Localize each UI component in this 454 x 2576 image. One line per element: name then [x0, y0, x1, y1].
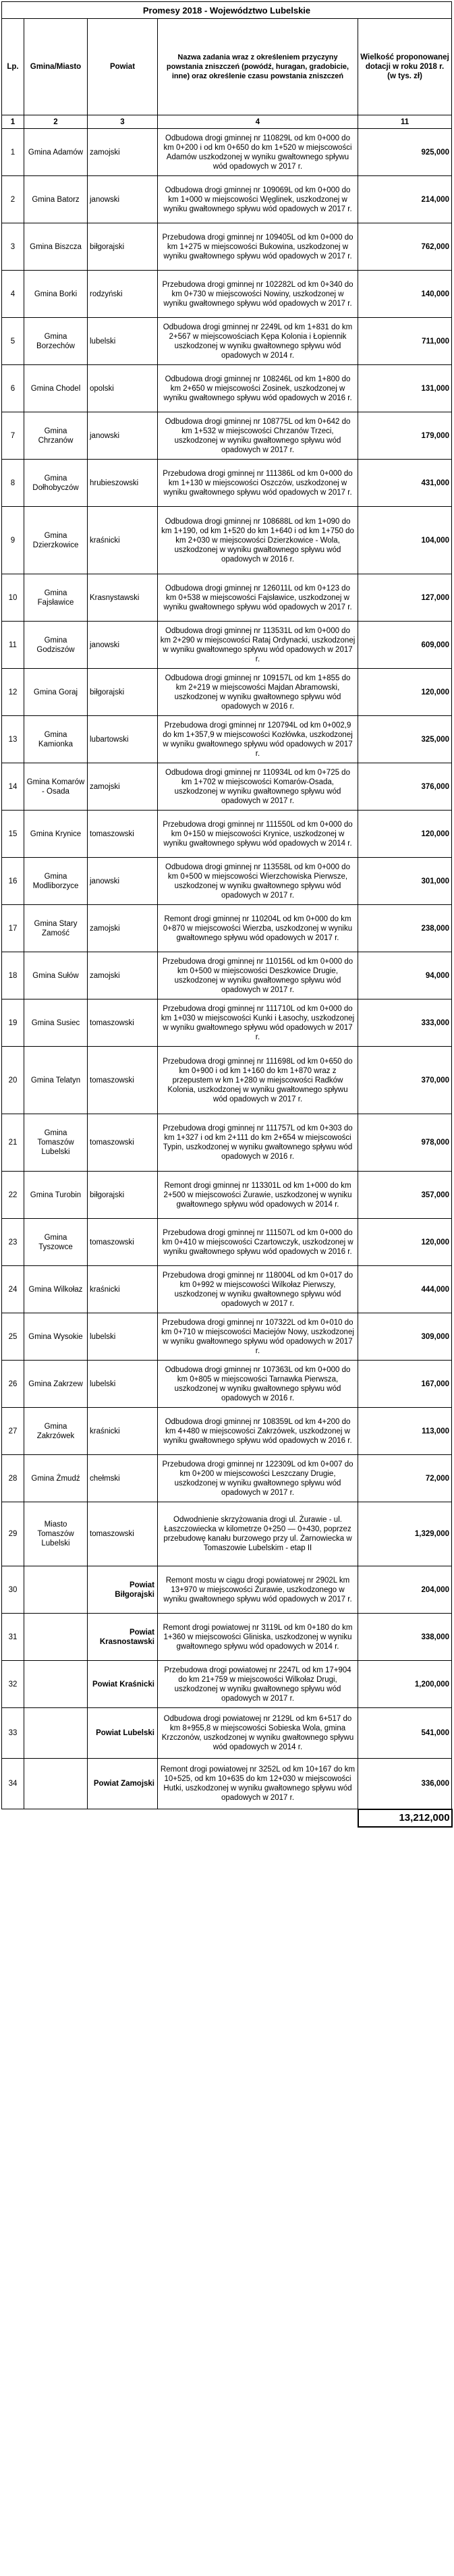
table-row [2, 1614, 452, 1661]
row-task: Przebudowa drogi gminnej nr 111710L od km 0+000 do km 1+030 w miejscowości Kunki i Łasochy, uszkodzonej w wyniku gwałtownego spływu wód opadowych w 2017 r. [158, 999, 358, 1047]
row-powiat: biłgorajski [88, 669, 158, 716]
row-task: Remont drogi powiatowej nr 3252L od km 10+167 do km 10+525, od km 10+635 do km 12+030 w miejscowości Hutki, uszkodzonej w wyniku gwałtownego spływu wód opadowych w 2017 r. [158, 1759, 358, 1809]
row-task: Odbudowa drogi gminnej nr 2249L od km 1+831 do km 2+567 w miejscowościach Kępa Kolonia i Łopiennik uszkodzonej w wyniku gwałtownego spływu wód opadowych w 2014 r. [158, 318, 358, 365]
row-amount: 325,000 [358, 716, 452, 763]
row-gmina: Gmina Tyszowce [24, 1219, 88, 1266]
row-task: Przebudowa drogi gminnej nr 102282L od km 0+340 do km 0+730 w miejscowości Nowiny, uszkodzonej w wyniku gwałtownego spływu wód opadowych w 2017 r. [158, 271, 358, 318]
row-gmina: Gmina Borki [24, 271, 88, 318]
table-row [2, 1047, 452, 1114]
total-row [2, 1809, 452, 1827]
table-row [2, 669, 452, 716]
table-row [2, 811, 452, 858]
row-powiat: Powiat Biłgorajski [88, 1566, 158, 1614]
header-amount-label: Wielkość proponowanej dotacji w roku 2018 r. [360, 53, 449, 71]
table-row [2, 223, 452, 271]
promesy-table [1, 1, 453, 1828]
row-task: Remont drogi gminnej nr 113301L od km 1+000 do km 2+500 w miejscowości Żurawie, uszkodzonej w wyniku gwałtownego spływu wód opadowych w 2014 r. [158, 1172, 358, 1219]
row-lp: 18 [2, 952, 24, 999]
row-powiat: biłgorajski [88, 1172, 158, 1219]
row-amount: 301,000 [358, 858, 452, 905]
table-row [2, 460, 452, 507]
table-body [2, 129, 452, 1809]
row-gmina: Gmina Chrzanów [24, 412, 88, 460]
row-amount: 609,000 [358, 622, 452, 669]
header-task: Nazwa zadania wraz z określeniem przyczyny powstania zniszczeń (powódź, huragan, gradobicie, inne) oraz określenie czasu powstania zniszczeń [158, 19, 358, 115]
row-task: Odbudowa drogi gminnej nr 108688L od km 1+090 do km 1+190, od km 1+520 do km 1+640 i od km 1+750 do km 2+030 w miejscowości Dzierzkowice - Wola, uszkodzonej w wyniku gwałtownego spływu wód opadowych w 2016 r. [158, 507, 358, 574]
row-powiat: Krasnystawski [88, 574, 158, 622]
header-amount [358, 19, 452, 115]
row-task: Odbudowa drogi gminnej nr 108359L od km 4+200 do km 4+480 w miejscowości Zakrzówek, uszkodzonej w wyniku gwałtownego spływu wód opadowych w 2016 r. [158, 1408, 358, 1455]
row-lp: 16 [2, 858, 24, 905]
table-row [2, 176, 452, 223]
row-amount: 309,000 [358, 1313, 452, 1361]
row-powiat: janowski [88, 858, 158, 905]
table-row [2, 574, 452, 622]
table-row [2, 507, 452, 574]
row-gmina: Gmina Dzierzkowice [24, 507, 88, 574]
row-gmina: Gmina Susiec [24, 999, 88, 1047]
row-task: Remont mostu w ciągu drogi powiatowej nr 2902L km 13+970 w miejscowości Żurawie, uszkodzonego w wyniku gwałtownego spływu wód opadowych w 2017 r. [158, 1566, 358, 1614]
row-powiat: hrubieszowski [88, 460, 158, 507]
row-amount: 541,000 [358, 1708, 452, 1759]
table-row [2, 412, 452, 460]
row-lp: 10 [2, 574, 24, 622]
row-powiat: rodzyński [88, 271, 158, 318]
row-amount: 711,000 [358, 318, 452, 365]
row-gmina: Gmina Wilkołaz [24, 1266, 88, 1313]
table-row [2, 365, 452, 412]
row-powiat: opolski [88, 365, 158, 412]
row-powiat: Powiat Zamojski [88, 1759, 158, 1809]
row-gmina: Miasto Tomaszów Lubelski [24, 1502, 88, 1566]
row-lp: 8 [2, 460, 24, 507]
row-gmina: Gmina Telatyn [24, 1047, 88, 1114]
table-row [2, 1661, 452, 1708]
header-lp: Lp. [2, 19, 24, 115]
table-row [2, 716, 452, 763]
table-row [2, 1361, 452, 1408]
column-number: 1 [2, 115, 24, 129]
row-lp: 24 [2, 1266, 24, 1313]
row-task: Remont drogi gminnej nr 110204L od km 0+000 do km 0+870 w miejscowości Wierzba, uszkodzonej w wyniku gwałtownego spływu wód opadowych w 2017 r. [158, 905, 358, 952]
table-row [2, 1759, 452, 1809]
table-row [2, 271, 452, 318]
row-gmina [24, 1661, 88, 1708]
row-powiat: zamojski [88, 763, 158, 811]
row-powiat: zamojski [88, 129, 158, 176]
row-lp: 27 [2, 1408, 24, 1455]
row-lp: 7 [2, 412, 24, 460]
row-lp: 9 [2, 507, 24, 574]
row-gmina: Gmina Chodel [24, 365, 88, 412]
row-gmina: Gmina Żmudź [24, 1455, 88, 1502]
row-lp: 22 [2, 1172, 24, 1219]
row-gmina: Gmina Modliborzyce [24, 858, 88, 905]
row-task: Odbudowa drogi gminnej nr 110934L od km 0+725 do km 1+702 w miejscowości Komarów-Osada, uszkodzonej w wyniku gwałtownego spływu wód opadowych w 2017 r. [158, 763, 358, 811]
row-task: Przebudowa drogi gminnej nr 107322L od km 0+010 do km 0+710 w miejscowości Maciejów Nowy, uszkodzonej w wyniku gwałtownego spływu wód opadowych w 2017 r. [158, 1313, 358, 1361]
row-powiat: lubelski [88, 318, 158, 365]
table-row [2, 1172, 452, 1219]
row-amount: 431,000 [358, 460, 452, 507]
row-lp: 26 [2, 1361, 24, 1408]
table-row [2, 1266, 452, 1313]
table-row [2, 1455, 452, 1502]
row-lp: 34 [2, 1759, 24, 1809]
row-lp: 21 [2, 1114, 24, 1172]
row-task: Odbudowa drogi gminnej nr 110829L od km 0+000 do km 0+200 i od km 0+650 do km 1+520 w miejscowości Adamów uszkodzonej w wyniku gwałtownego spływu wód opadowych w 2017 r. [158, 129, 358, 176]
row-amount: 94,000 [358, 952, 452, 999]
row-gmina: Gmina Godziszów [24, 622, 88, 669]
row-amount: 131,000 [358, 365, 452, 412]
row-task: Przebudowa drogi gminnej nr 111757L od km 0+303 do km 1+327 i od km 2+111 do km 2+654 w miejscowości Typin, uszkodzonej w wyniku gwałtownego spływu wód opadowych w 2016 r. [158, 1114, 358, 1172]
row-task: Odbudowa drogi gminnej nr 108775L od km 0+642 do km 1+532 w miejscowości Chrzanów Trzeci, uszkodzonej w wyniku gwałtownego spływu wód opadowych w 2017 r. [158, 412, 358, 460]
row-powiat: lubelski [88, 1361, 158, 1408]
column-number: 2 [24, 115, 88, 129]
row-amount: 1,200,000 [358, 1661, 452, 1708]
row-amount: 179,000 [358, 412, 452, 460]
row-task: Odbudowa drogi powiatowej nr 2129L od km 6+517 do km 8+955,8 w miejscowości Sobieska Wola, gmina Krzczonów, uszkodzonej w wyniku gwałtownego spływu wód opadowych w 2014 r. [158, 1708, 358, 1759]
row-task: Przebudowa drogi gminnej nr 111698L od km 0+650 do km 0+900 i od km 1+160 do km 1+870 wraz z przepustem w km 1+280 w miejscowości Radków Kolonia, uszkodzonej w wyniku gwałtownego spływu wód opadowych w 2017 r. [158, 1047, 358, 1114]
column-numbers-row [2, 115, 452, 129]
row-amount: 357,000 [358, 1172, 452, 1219]
row-gmina: Gmina Batorz [24, 176, 88, 223]
column-number: 11 [358, 115, 452, 129]
row-powiat: janowski [88, 412, 158, 460]
row-gmina: Gmina Komarów - Osada [24, 763, 88, 811]
row-lp: 3 [2, 223, 24, 271]
row-task: Remont drogi powiatowej nr 3119L od km 0+180 do km 1+360 w miejscowości Gliniska, uszkodzonej w wyniku gwałtownego spływu wód opadowych w 2014 r. [158, 1614, 358, 1661]
table-title: Promesy 2018 - Województwo Lubelskie [2, 2, 452, 19]
row-task: Przebudowa drogi gminnej nr 118004L od km 0+017 do km 0+992 w miejscowości Wilkołaz Pierwszy, uszkodzonej w wyniku gwałtownego spływu wód opadowych w 2017 r. [158, 1266, 358, 1313]
row-powiat: lubartowski [88, 716, 158, 763]
row-amount: 140,000 [358, 271, 452, 318]
row-amount: 238,000 [358, 905, 452, 952]
row-amount: 167,000 [358, 1361, 452, 1408]
table-row [2, 952, 452, 999]
row-gmina: Gmina Borzechów [24, 318, 88, 365]
row-gmina: Gmina Biszcza [24, 223, 88, 271]
row-gmina: Gmina Kamionka [24, 716, 88, 763]
column-number: 4 [158, 115, 358, 129]
row-lp: 23 [2, 1219, 24, 1266]
header-amount-unit: (w tys. zł) [387, 72, 422, 80]
row-task: Przebudowa drogi gminnej nr 111507L od km 0+000 do km 0+410 w miejscowości Czartowczyk, uszkodzonej w wyniku gwałtownego spływu wód opadowych w 2016 r. [158, 1219, 358, 1266]
row-powiat: tomaszowski [88, 1047, 158, 1114]
row-amount: 1,329,000 [358, 1502, 452, 1566]
row-task: Przebudowa drogi powiatowej nr 2247L od km 17+904 do km 21+759 w miejscowości Wilkołaz Drugi, uszkodzonej w wyniku gwałtownego spływu wód opadowych w 2017 r. [158, 1661, 358, 1708]
table-row [2, 763, 452, 811]
row-gmina: Gmina Goraj [24, 669, 88, 716]
row-amount: 104,000 [358, 507, 452, 574]
row-amount: 214,000 [358, 176, 452, 223]
row-amount: 120,000 [358, 811, 452, 858]
row-amount: 376,000 [358, 763, 452, 811]
row-gmina [24, 1759, 88, 1809]
row-task: Przebudowa drogi gminnej nr 120794L od km 0+002,9 do km 1+357,9 w miejscowości Kozłówka, uszkodzonej w wyniku gwałtownego spływu wód opadowych w 2017 r. [158, 716, 358, 763]
table-row [2, 622, 452, 669]
table-row [2, 1114, 452, 1172]
row-lp: 2 [2, 176, 24, 223]
table-row [2, 1408, 452, 1455]
table-row [2, 318, 452, 365]
row-gmina: Gmina Krynice [24, 811, 88, 858]
row-amount: 72,000 [358, 1455, 452, 1502]
row-powiat: tomaszowski [88, 999, 158, 1047]
row-amount: 336,000 [358, 1759, 452, 1809]
row-task: Przebudowa drogi gminnej nr 109405L od km 0+000 do km 1+275 w miejscowości Bukowina, uszkodzonej w wyniku gwałtownego spływu wód opadowych w 2017 r. [158, 223, 358, 271]
row-amount: 204,000 [358, 1566, 452, 1614]
row-gmina: Gmina Adamów [24, 129, 88, 176]
row-amount: 113,000 [358, 1408, 452, 1455]
row-powiat: zamojski [88, 952, 158, 999]
row-gmina: Gmina Wysokie [24, 1313, 88, 1361]
row-lp: 1 [2, 129, 24, 176]
row-task: Odbudowa drogi gminnej nr 113558L od km 0+000 do km 0+500 w miejscowości Wierzchowiska Pierwsze, uszkodzonej w wyniku gwałtownego spływu wód opadowych w 2017 r. [158, 858, 358, 905]
row-powiat: Powiat Krasnostawski [88, 1614, 158, 1661]
table-row [2, 1219, 452, 1266]
row-task: Odbudowa drogi gminnej nr 113531L od km 0+000 do km 2+290 w miejscowości Rataj Ordynacki, uszkodzonej w wyniku gwałtownego spływu wód opadowych w 2017 r. [158, 622, 358, 669]
row-powiat: tomaszowski [88, 1502, 158, 1566]
row-task: Odbudowa drogi gminnej nr 126011L od km 0+123 do km 0+538 w miejscowości Fajsławice, uszkodzonej w wyniku gwałtownego spływu wód opadowych w 2017 r. [158, 574, 358, 622]
row-lp: 29 [2, 1502, 24, 1566]
table-row [2, 1566, 452, 1614]
row-lp: 13 [2, 716, 24, 763]
row-task: Przebudowa drogi gminnej nr 110156L od km 0+000 do km 0+500 w miejscowości Deszkowice Drugie, uszkodzonej w wyniku gwałtownego spływu wód opadowych w 2017 r. [158, 952, 358, 999]
row-powiat: kraśnicki [88, 507, 158, 574]
row-task: Odbudowa drogi gminnej nr 109157L od km 1+855 do km 2+219 w miejscowości Majdan Abramowski, uszkodzonej w wyniku gwałtownego spływu wód opadowych w 2016 r. [158, 669, 358, 716]
row-powiat: tomaszowski [88, 811, 158, 858]
row-gmina: Gmina Fajsławice [24, 574, 88, 622]
row-amount: 338,000 [358, 1614, 452, 1661]
total-spacer [2, 1809, 358, 1827]
row-gmina: Gmina Stary Zamość [24, 905, 88, 952]
row-powiat: Powiat Kraśnicki [88, 1661, 158, 1708]
row-lp: 31 [2, 1614, 24, 1661]
row-lp: 12 [2, 669, 24, 716]
table-row [2, 1313, 452, 1361]
row-lp: 25 [2, 1313, 24, 1361]
row-lp: 15 [2, 811, 24, 858]
table-row [2, 905, 452, 952]
row-powiat: janowski [88, 622, 158, 669]
row-task: Odbudowa drogi gminnej nr 108246L od km 1+800 do km 2+650 w miejscowości Zosinek, uszkodzonej w wyniku gwałtownego spływu wód opadowych w 2016 r. [158, 365, 358, 412]
row-amount: 333,000 [358, 999, 452, 1047]
row-powiat: tomaszowski [88, 1114, 158, 1172]
row-lp: 32 [2, 1661, 24, 1708]
row-gmina [24, 1566, 88, 1614]
row-powiat: janowski [88, 176, 158, 223]
row-lp: 11 [2, 622, 24, 669]
row-lp: 6 [2, 365, 24, 412]
row-task: Odbudowa drogi gminnej nr 107363L od km 0+000 do km 0+805 w miejscowości Tarnawka Pierwsza, uszkodzonej w wyniku gwałtownego spływu wód opadowych w 2016 r. [158, 1361, 358, 1408]
row-task: Odwodnienie skrzyżowania drogi ul. Żurawie - ul. Łaszczowiecka w kilometrze 0+250 — 0+430, poprzez przebudowę kanału burzowego przy ul. Żarnowiecka w Tomaszowie Lubelskim - etap II [158, 1502, 358, 1566]
row-gmina: Gmina Zakrzew [24, 1361, 88, 1408]
row-gmina: Gmina Dołhobyczów [24, 460, 88, 507]
row-gmina: Gmina Zakrzówek [24, 1408, 88, 1455]
row-powiat: Powiat Lubelski [88, 1708, 158, 1759]
row-lp: 33 [2, 1708, 24, 1759]
row-task: Przebudowa drogi gminnej nr 111550L od km 0+000 do km 0+150 w miejscowości Krynice, uszkodzonej w wyniku gwałtownego spływu wód opadowych w 2014 r. [158, 811, 358, 858]
row-amount: 127,000 [358, 574, 452, 622]
row-amount: 444,000 [358, 1266, 452, 1313]
row-task: Przebudowa drogi gminnej nr 111386L od km 0+000 do km 1+130 w miejscowości Oszczów, uszkodzonej w wyniku gwałtownego spływu wód opadowych w 2017 r. [158, 460, 358, 507]
table-row [2, 1708, 452, 1759]
row-gmina: Gmina Turobin [24, 1172, 88, 1219]
row-powiat: kraśnicki [88, 1408, 158, 1455]
row-amount: 925,000 [358, 129, 452, 176]
row-amount: 370,000 [358, 1047, 452, 1114]
total-amount: 13,212,000 [358, 1809, 452, 1827]
row-amount: 978,000 [358, 1114, 452, 1172]
row-lp: 17 [2, 905, 24, 952]
row-lp: 5 [2, 318, 24, 365]
row-powiat: kraśnicki [88, 1266, 158, 1313]
row-gmina: Gmina Tomaszów Lubelski [24, 1114, 88, 1172]
column-number: 3 [88, 115, 158, 129]
row-lp: 30 [2, 1566, 24, 1614]
row-lp: 4 [2, 271, 24, 318]
header-powiat: Powiat [88, 19, 158, 115]
row-gmina [24, 1708, 88, 1759]
row-amount: 120,000 [358, 1219, 452, 1266]
row-task: Przebudowa drogi gminnej nr 122309L od km 0+007 do km 0+200 w miejscowości Leszczany Drugie, uszkodzonej w wyniku gwałtownego spływu wód opadowych w 2017 r. [158, 1455, 358, 1502]
table-row [2, 999, 452, 1047]
row-lp: 19 [2, 999, 24, 1047]
row-amount: 120,000 [358, 669, 452, 716]
row-powiat: biłgorajski [88, 223, 158, 271]
table-row [2, 1502, 452, 1566]
row-lp: 28 [2, 1455, 24, 1502]
row-gmina: Gmina Sułów [24, 952, 88, 999]
row-powiat: lubelski [88, 1313, 158, 1361]
table-row [2, 858, 452, 905]
row-amount: 762,000 [358, 223, 452, 271]
row-task: Odbudowa drogi gminnej nr 109069L od km 0+000 do km 1+000 w miejscowości Węglinek, uszkodzonej w wyniku gwałtownego spływu wód opadowych w 2017 r. [158, 176, 358, 223]
row-powiat: chełmski [88, 1455, 158, 1502]
row-gmina [24, 1614, 88, 1661]
row-powiat: zamojski [88, 905, 158, 952]
table-row [2, 129, 452, 176]
row-powiat: tomaszowski [88, 1219, 158, 1266]
row-lp: 14 [2, 763, 24, 811]
header-gmina: Gmina/Miasto [24, 19, 88, 115]
row-lp: 20 [2, 1047, 24, 1114]
